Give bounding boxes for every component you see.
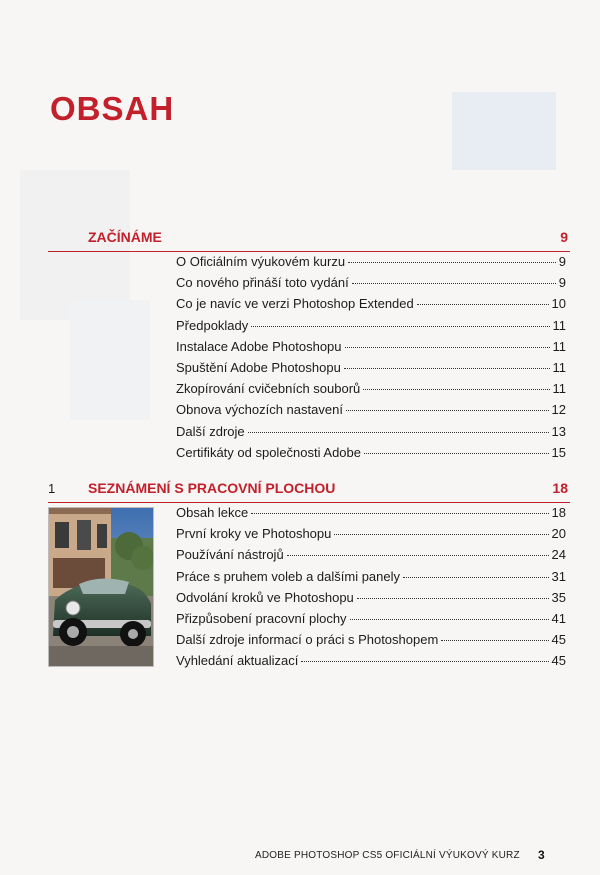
dot-leader — [417, 304, 549, 305]
toc-entry-page: 45 — [551, 632, 566, 648]
chapter-heading[interactable] — [48, 229, 570, 252]
toc-entry-label: Přizpůsobení pracovní plochy — [176, 610, 347, 626]
toc-entry-page: 18 — [551, 505, 566, 520]
toc-entry-label: Co nového přináší toto vydání — [176, 275, 349, 291]
running-footer: ADOBE PHOTOSHOP CS5 OFICIÁLNÍ VÝUKOVÝ KURZ — [255, 850, 520, 861]
toc-entry[interactable] — [176, 339, 566, 360]
dot-leader — [301, 661, 548, 662]
toc-entry-label: Vyhledání aktualizací — [176, 653, 299, 669]
toc-entry-page: 10 — [551, 296, 566, 312]
toc-entry[interactable] — [176, 505, 566, 526]
chapter-title: ZAČÍNÁME — [88, 229, 162, 245]
toc-entry-label: Používání nástrojů — [176, 547, 284, 563]
toc-entry-page: 9 — [558, 275, 566, 291]
toc-entry-label: Další zdroje — [176, 423, 245, 439]
dot-leader — [334, 534, 548, 535]
toc-list — [176, 254, 566, 466]
toc-entry-page: 9 — [558, 254, 566, 269]
toc-entry[interactable] — [176, 402, 566, 423]
toc-entry-label: Zkopírování cvičebních souborů — [176, 381, 361, 397]
bleed-through-shadow — [70, 300, 150, 420]
chapter-title: SEZNÁMENÍ S PRACOVNÍ PLOCHOU — [88, 480, 336, 496]
toc-entry-page: 11 — [552, 381, 566, 397]
dot-leader — [363, 389, 549, 390]
toc-entry[interactable] — [176, 547, 566, 568]
toc-entry[interactable] — [176, 296, 566, 317]
toc-entry-label: Obsah lekce — [176, 505, 249, 520]
toc-entry-label: Certifikáty od společnosti Adobe — [176, 444, 361, 460]
chapter-page: 9 — [560, 229, 568, 245]
toc-list — [176, 505, 566, 675]
toc-entry-label: Instalace Adobe Photoshopu — [176, 338, 342, 354]
toc-entry-label: Co je navíc ve verzi Photoshop Extended — [176, 296, 414, 312]
toc-entry[interactable] — [176, 653, 566, 674]
toc-entry-page: 11 — [552, 359, 566, 375]
dot-leader — [350, 619, 549, 620]
toc-entry-label: Odvolání kroků ve Photoshopu — [176, 589, 354, 605]
bleed-through-shadow — [452, 92, 556, 170]
toc-entry[interactable] — [176, 526, 566, 547]
chapter-page: 18 — [552, 480, 568, 496]
dot-leader — [344, 368, 550, 369]
toc-entry[interactable] — [176, 569, 566, 590]
toc-entry-label: Práce s pruhem voleb a dalšími panely — [176, 568, 401, 584]
toc-entry[interactable] — [176, 632, 566, 653]
toc-entry-page: 24 — [551, 547, 566, 563]
toc-entry-page: 35 — [551, 589, 566, 605]
toc-entry[interactable] — [176, 590, 566, 611]
dot-leader — [403, 577, 549, 578]
toc-entry-page: 12 — [551, 402, 566, 418]
toc-entry-page: 15 — [551, 444, 566, 460]
toc-entry[interactable] — [176, 360, 566, 381]
toc-entry-page: 13 — [551, 423, 566, 439]
dot-leader — [348, 262, 556, 263]
toc-entry-page: 31 — [551, 568, 566, 584]
toc-entry-page: 20 — [551, 526, 566, 542]
page-number: 3 — [538, 848, 545, 862]
toc-entry-label: Obnova výchozích nastavení — [176, 402, 343, 418]
toc-entry-label: Spuštění Adobe Photoshopu — [176, 359, 341, 375]
toc-entry-label: O Oficiálním výukovém kurzu — [176, 254, 346, 269]
chapter-photo-vintage-car — [48, 507, 154, 667]
dot-leader — [251, 326, 549, 327]
dot-leader — [441, 640, 548, 641]
toc-entry-page: 11 — [552, 338, 566, 354]
dot-leader — [345, 347, 550, 348]
dot-leader — [357, 598, 549, 599]
toc-entry-label: První kroky ve Photoshopu — [176, 526, 332, 542]
dot-leader — [248, 432, 549, 433]
chapter-heading[interactable] — [48, 480, 570, 503]
toc-entry-page: 41 — [551, 610, 566, 626]
dot-leader — [364, 453, 549, 454]
toc-entry[interactable] — [176, 254, 566, 275]
dot-leader — [287, 555, 549, 556]
toc-entry-page: 11 — [552, 317, 566, 333]
toc-entry[interactable] — [176, 424, 566, 445]
toc-entry[interactable] — [176, 381, 566, 402]
toc-entry-label: Předpoklady — [176, 317, 249, 333]
toc-entry[interactable] — [176, 445, 566, 466]
dot-leader — [352, 283, 556, 284]
toc-entry-label: Další zdroje informací o práci s Photoshopem — [176, 632, 439, 648]
dot-leader — [346, 410, 549, 411]
toc-entry[interactable] — [176, 611, 566, 632]
chapter-number: 1 — [48, 481, 56, 496]
toc-entry[interactable] — [176, 318, 566, 339]
toc-entry-page: 45 — [551, 653, 566, 669]
page-title: OBSAH — [50, 90, 175, 127]
dot-leader — [251, 513, 548, 514]
toc-entry[interactable] — [176, 275, 566, 296]
